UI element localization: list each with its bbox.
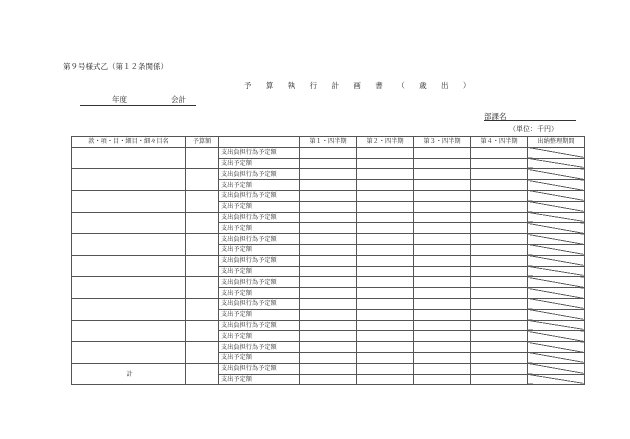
table-row: [72, 190, 585, 201]
quarter-2-cell[interactable]: [357, 169, 414, 180]
expenditure-plan-label: 支出予定額: [219, 288, 300, 299]
quarter-4-cell[interactable]: [471, 223, 528, 234]
item-name-cell[interactable]: [72, 298, 186, 320]
quarter-3-cell[interactable]: [414, 320, 471, 331]
quarter-4-cell[interactable]: [471, 190, 528, 201]
closing-period-cell: [528, 180, 585, 191]
table-row: [72, 277, 585, 288]
quarter-2-cell[interactable]: [357, 244, 414, 255]
quarter-1-cell[interactable]: [300, 352, 357, 363]
budget-amount-cell[interactable]: [186, 342, 219, 364]
quarter-3-cell[interactable]: [414, 342, 471, 353]
quarter-3-cell[interactable]: [414, 277, 471, 288]
expenditure-plan-label: 支出予定額: [219, 180, 300, 191]
commitment-plan-label: 支出負担行為予定額: [219, 147, 300, 158]
closing-period-cell: [528, 234, 585, 245]
quarter-3-cell[interactable]: [414, 190, 471, 201]
commitment-plan-label: 支出負担行為予定額: [219, 212, 300, 223]
budget-amount-cell[interactable]: [186, 277, 219, 299]
quarter-1-cell[interactable]: [300, 374, 357, 385]
closing-period-cell: [528, 277, 585, 288]
quarter-1-cell[interactable]: [300, 288, 357, 299]
closing-period-cell: [528, 244, 585, 255]
quarter-3-cell[interactable]: [414, 374, 471, 385]
quarter-4-cell[interactable]: [471, 244, 528, 255]
quarter-3-cell[interactable]: [414, 158, 471, 169]
quarter-3-cell[interactable]: [414, 331, 471, 342]
quarter-3-cell[interactable]: [414, 244, 471, 255]
quarter-1-cell[interactable]: [300, 342, 357, 353]
quarter-2-cell[interactable]: [357, 234, 414, 245]
quarter-3-cell[interactable]: [414, 180, 471, 191]
item-name-cell[interactable]: [72, 147, 186, 169]
commitment-plan-label: 支出負担行為予定額: [219, 298, 300, 309]
quarter-3-cell[interactable]: [414, 169, 471, 180]
quarter-1-cell[interactable]: [300, 331, 357, 342]
quarter-3-cell[interactable]: [414, 352, 471, 363]
total-row: [72, 363, 585, 374]
closing-period-cell: [528, 266, 585, 277]
quarter-2-cell[interactable]: [357, 180, 414, 191]
item-name-cell[interactable]: [72, 255, 186, 277]
budget-amount-cell[interactable]: [186, 255, 219, 277]
quarter-4-cell[interactable]: [471, 320, 528, 331]
table-row: [72, 212, 585, 223]
commitment-plan-label: 支出負担行為予定額: [219, 190, 300, 201]
closing-period-cell: [528, 169, 585, 180]
commitment-plan-label: 支出負担行為予定額: [219, 342, 300, 353]
quarter-2-cell[interactable]: [357, 255, 414, 266]
expenditure-plan-label: 支出予定額: [219, 374, 300, 385]
expenditure-plan-label: 支出予定額: [219, 244, 300, 255]
item-name-cell[interactable]: [72, 212, 186, 234]
quarter-3-cell[interactable]: [414, 363, 471, 374]
quarter-1-cell[interactable]: [300, 244, 357, 255]
quarter-2-cell[interactable]: [357, 363, 414, 374]
quarter-2-cell[interactable]: [357, 288, 414, 299]
table-row: [72, 255, 585, 266]
quarter-2-cell[interactable]: [357, 158, 414, 169]
column-header-item-name: 款・項・目・細目・細々目名: [72, 137, 186, 148]
column-header-q2: 第２・四半期: [357, 137, 414, 148]
table-row: [72, 342, 585, 353]
column-header-budget: 予算額: [186, 137, 219, 148]
item-name-cell[interactable]: [72, 190, 186, 212]
quarter-3-cell[interactable]: [414, 234, 471, 245]
expenditure-plan-label: 支出予定額: [219, 309, 300, 320]
closing-period-cell: [528, 255, 585, 266]
execution-plan-table: [71, 136, 585, 385]
expenditure-plan-label: 支出予定額: [219, 201, 300, 212]
quarter-2-cell[interactable]: [357, 201, 414, 212]
document-title: 予 算 執 行 計 画 書 （ 歳 出 ）: [244, 81, 477, 90]
quarter-4-cell[interactable]: [471, 331, 528, 342]
quarter-2-cell[interactable]: [357, 147, 414, 158]
account-label: 会計: [171, 95, 186, 104]
quarter-4-cell[interactable]: [471, 363, 528, 374]
quarter-4-cell[interactable]: [471, 298, 528, 309]
closing-period-cell: [528, 363, 585, 374]
closing-period-cell: [528, 158, 585, 169]
column-header-q1: 第１・四半期: [300, 137, 357, 148]
quarter-1-cell[interactable]: [300, 169, 357, 180]
table-row: [72, 234, 585, 245]
budget-amount-cell[interactable]: [186, 234, 219, 256]
quarter-1-cell[interactable]: [300, 212, 357, 223]
quarter-4-cell[interactable]: [471, 180, 528, 191]
quarter-3-cell[interactable]: [414, 309, 471, 320]
quarter-2-cell[interactable]: [357, 320, 414, 331]
table-row: [72, 298, 585, 309]
closing-period-cell: [528, 288, 585, 299]
table-row: [72, 169, 585, 180]
column-header-type: [219, 137, 300, 148]
quarter-1-cell[interactable]: [300, 309, 357, 320]
fiscal-year-label: 年度: [112, 95, 127, 104]
budget-amount-cell[interactable]: [186, 298, 219, 320]
item-name-cell[interactable]: [72, 234, 186, 256]
table-row: [72, 147, 585, 158]
quarter-1-cell[interactable]: [300, 190, 357, 201]
quarter-1-cell[interactable]: [300, 147, 357, 158]
quarter-4-cell[interactable]: [471, 234, 528, 245]
column-header-q3: 第３・四半期: [414, 137, 471, 148]
quarter-2-cell[interactable]: [357, 374, 414, 385]
quarter-3-cell[interactable]: [414, 288, 471, 299]
unit-label: （単位：千円）: [509, 125, 558, 133]
quarter-3-cell[interactable]: [414, 147, 471, 158]
closing-period-cell: [528, 298, 585, 309]
commitment-plan-label: 支出負担行為予定額: [219, 320, 300, 331]
department-label: 部課名: [484, 112, 507, 121]
item-name-cell[interactable]: [72, 277, 186, 299]
quarter-2-cell[interactable]: [357, 298, 414, 309]
commitment-plan-label: 支出負担行為予定額: [219, 255, 300, 266]
quarter-4-cell[interactable]: [471, 147, 528, 158]
quarter-3-cell[interactable]: [414, 298, 471, 309]
quarter-4-cell[interactable]: [471, 309, 528, 320]
quarter-4-cell[interactable]: [471, 277, 528, 288]
item-name-cell[interactable]: [72, 320, 186, 342]
closing-period-cell: [528, 320, 585, 331]
form-number: 第９号様式乙（第１２条関係）: [63, 62, 168, 71]
quarter-1-cell[interactable]: [300, 298, 357, 309]
quarter-3-cell[interactable]: [414, 201, 471, 212]
closing-period-cell: [528, 212, 585, 223]
quarter-1-cell[interactable]: [300, 363, 357, 374]
commitment-plan-label: 支出負担行為予定額: [219, 277, 300, 288]
quarter-1-cell[interactable]: [300, 223, 357, 234]
quarter-2-cell[interactable]: [357, 190, 414, 201]
quarter-4-cell[interactable]: [471, 255, 528, 266]
table-body: [72, 147, 585, 385]
quarter-3-cell[interactable]: [414, 212, 471, 223]
expenditure-plan-label: 支出予定額: [219, 266, 300, 277]
closing-period-cell: [528, 352, 585, 363]
column-header-q4: 第４・四半期: [471, 137, 528, 148]
quarter-2-cell[interactable]: [357, 342, 414, 353]
quarter-4-cell[interactable]: [471, 288, 528, 299]
closing-period-cell: [528, 201, 585, 212]
budget-amount-cell[interactable]: [186, 147, 219, 169]
expenditure-plan-label: 支出予定額: [219, 158, 300, 169]
closing-period-cell: [528, 309, 585, 320]
quarter-4-cell[interactable]: [471, 342, 528, 353]
expenditure-plan-label: 支出予定額: [219, 352, 300, 363]
quarter-1-cell[interactable]: [300, 320, 357, 331]
closing-period-cell: [528, 342, 585, 353]
quarter-2-cell[interactable]: [357, 266, 414, 277]
column-header-closing-period: 出納整理期間: [528, 137, 585, 148]
quarter-4-cell[interactable]: [471, 201, 528, 212]
budget-amount-cell[interactable]: [186, 320, 219, 342]
quarter-1-cell[interactable]: [300, 180, 357, 191]
commitment-plan-label: 支出負担行為予定額: [219, 363, 300, 374]
quarter-4-cell[interactable]: [471, 266, 528, 277]
quarter-4-cell[interactable]: [471, 169, 528, 180]
quarter-1-cell[interactable]: [300, 255, 357, 266]
quarter-4-cell[interactable]: [471, 352, 528, 363]
quarter-1-cell[interactable]: [300, 234, 357, 245]
item-name-cell[interactable]: [72, 169, 186, 191]
quarter-1-cell[interactable]: [300, 158, 357, 169]
closing-period-cell: [528, 223, 585, 234]
expenditure-plan-label: 支出予定額: [219, 331, 300, 342]
closing-period-cell: [528, 331, 585, 342]
quarter-4-cell[interactable]: [471, 158, 528, 169]
table-row: [72, 320, 585, 331]
expenditure-plan-label: 支出予定額: [219, 223, 300, 234]
quarter-1-cell[interactable]: [300, 201, 357, 212]
commitment-plan-label: 支出負担行為予定額: [219, 169, 300, 180]
closing-period-cell: [528, 190, 585, 201]
quarter-3-cell[interactable]: [414, 255, 471, 266]
quarter-4-cell[interactable]: [471, 212, 528, 223]
quarter-1-cell[interactable]: [300, 277, 357, 288]
quarter-3-cell[interactable]: [414, 266, 471, 277]
budget-amount-cell[interactable]: [186, 212, 219, 234]
commitment-plan-label: 支出負担行為予定額: [219, 234, 300, 245]
quarter-3-cell[interactable]: [414, 223, 471, 234]
closing-period-cell: [528, 374, 585, 385]
quarter-2-cell[interactable]: [357, 277, 414, 288]
budget-amount-cell[interactable]: [186, 363, 219, 385]
total-label-cell: 計: [72, 363, 186, 385]
quarter-4-cell[interactable]: [471, 374, 528, 385]
quarter-2-cell[interactable]: [357, 212, 414, 223]
budget-amount-cell[interactable]: [186, 190, 219, 212]
quarter-2-cell[interactable]: [357, 331, 414, 342]
quarter-1-cell[interactable]: [300, 266, 357, 277]
item-name-cell[interactable]: [72, 342, 186, 364]
budget-amount-cell[interactable]: [186, 169, 219, 191]
quarter-2-cell[interactable]: [357, 223, 414, 234]
quarter-2-cell[interactable]: [357, 352, 414, 363]
closing-period-cell: [528, 147, 585, 158]
quarter-2-cell[interactable]: [357, 309, 414, 320]
header-row: [72, 137, 585, 148]
